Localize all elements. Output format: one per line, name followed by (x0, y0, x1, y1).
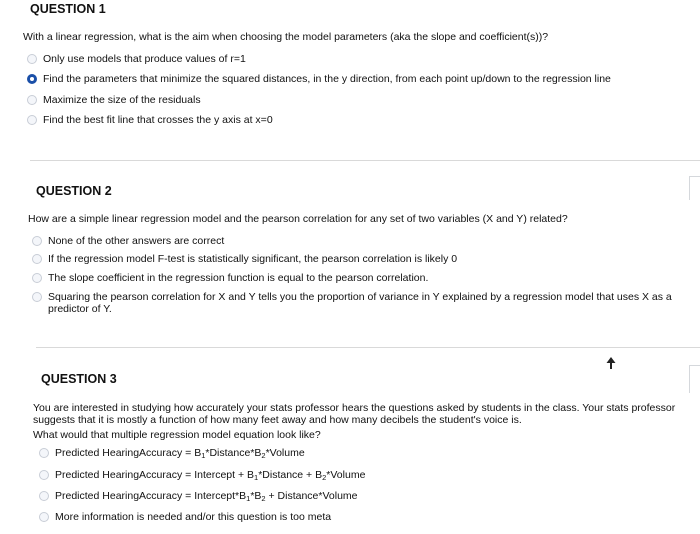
radio-button[interactable] (39, 448, 49, 458)
radio-button[interactable] (27, 54, 37, 64)
question-3-prompt: You are interested in studying how accurately your stats professor hears the questions asked by students in the class. Your stats professor suggests that it is mostly a function of how many feet away and how many decibels the student's voice is. (33, 402, 676, 426)
option-label: If the regression model F-test is statistically significant, the pearson correlation is likely 0 (48, 253, 458, 265)
q1-option-4[interactable] (27, 114, 273, 126)
q2-option-1[interactable] (32, 235, 224, 247)
option-label: Only use models that produce values of r=1 (43, 53, 246, 65)
radio-button[interactable] (32, 236, 42, 246)
radio-button[interactable] (32, 273, 42, 283)
q3-option-1[interactable] (39, 447, 305, 462)
option-label: Predicted HearingAccuracy = $B_1*Distance*B_2*Volume$ (55, 447, 305, 460)
q3-option-2[interactable] (39, 469, 365, 484)
separator (36, 347, 700, 348)
question-1-prompt: With a linear regression, what is the aim when choosing the model parameters (aka the slope and coefficient(s))? (23, 31, 549, 43)
option-label: Find the best fit line that crosses the y axis at x=0 (43, 114, 273, 126)
radio-button[interactable] (39, 512, 49, 522)
radio-button[interactable] (39, 470, 49, 480)
question-2-title: QUESTION 2 (36, 184, 112, 198)
question-3-prompt-2: What would that multiple regression model equation look like? (33, 429, 321, 441)
q3-option-4[interactable] (39, 511, 331, 523)
radio-button[interactable] (39, 491, 49, 501)
option-label: None of the other answers are correct (48, 235, 225, 247)
option-label: Predicted HearingAccuracy = Intercept + $B_1*Distance$ + $B_2*Volume$ (55, 469, 366, 482)
q1-option-1[interactable] (27, 53, 246, 65)
q1-option-3[interactable] (27, 94, 201, 106)
q2-option-2[interactable] (32, 253, 457, 265)
option-label: Maximize the size of the residuals (43, 94, 201, 106)
panel-edge (689, 176, 690, 200)
mouse-cursor-icon (606, 357, 616, 369)
q3-option-3[interactable] (39, 490, 358, 505)
panel-edge (689, 365, 700, 366)
q2-option-4[interactable] (32, 291, 692, 315)
radio-button[interactable] (32, 254, 42, 264)
q2-option-3[interactable] (32, 272, 428, 284)
question-2-prompt: How are a simple linear regression model and the pearson correlation for any set of two variables (X and Y) related? (28, 213, 568, 225)
radio-button-selected[interactable] (27, 74, 37, 84)
radio-button[interactable] (27, 115, 37, 125)
option-label: Predicted HearingAccuracy = $Intercept*B_1*B_2$ + Distance*Volume (55, 490, 358, 503)
radio-button[interactable] (27, 95, 37, 105)
option-label: The slope coefficient in the regression function is equal to the pearson correlation. (48, 272, 429, 284)
panel-edge (689, 365, 690, 393)
question-3-title: QUESTION 3 (41, 372, 117, 386)
option-label: Squaring the pearson correlation for X and Y tells you the proportion of variance in Y explained by a regression model that uses X as a predictor of Y. (48, 291, 672, 315)
panel-edge (689, 176, 700, 177)
option-label: More information is needed and/or this question is too meta (55, 511, 332, 523)
separator (30, 160, 700, 161)
question-1-title: QUESTION 1 (30, 2, 106, 16)
radio-button[interactable] (32, 292, 42, 302)
option-label: Find the parameters that minimize the squared distances, in the y direction, from each point up/down to the regression line (43, 73, 611, 85)
q1-option-2[interactable] (27, 73, 611, 85)
